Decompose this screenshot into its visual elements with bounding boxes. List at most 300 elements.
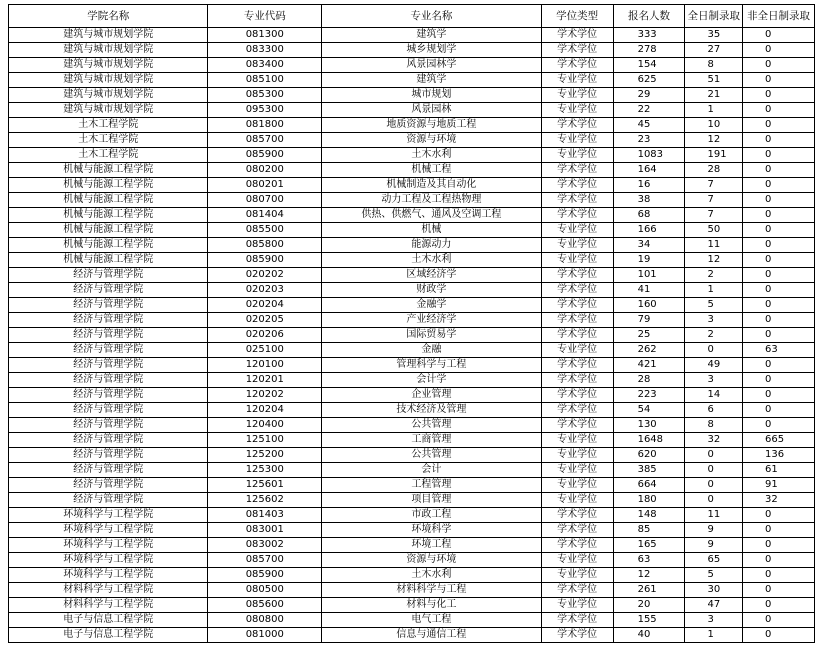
cell-parttime-admitted: 0 [742, 178, 814, 193]
cell-degree-type: 学术学位 [541, 118, 613, 133]
cell-fulltime-admitted: 0 [685, 478, 743, 493]
cell-degree-type: 学术学位 [541, 283, 613, 298]
cell-major-code: 080800 [208, 613, 322, 628]
cell-applicants: 130 [613, 418, 685, 433]
cell-major-code: 020202 [208, 268, 322, 283]
cell-college: 土木工程学院 [9, 118, 208, 133]
cell-fulltime-admitted: 7 [685, 208, 743, 223]
cell-degree-type: 学术学位 [541, 583, 613, 598]
cell-fulltime-admitted: 47 [685, 598, 743, 613]
cell-degree-type: 学术学位 [541, 388, 613, 403]
cell-major-code: 095300 [208, 103, 322, 118]
cell-parttime-admitted: 61 [742, 463, 814, 478]
cell-applicants: 625 [613, 73, 685, 88]
cell-applicants: 421 [613, 358, 685, 373]
cell-parttime-admitted: 0 [742, 73, 814, 88]
cell-major-code: 085800 [208, 238, 322, 253]
cell-fulltime-admitted: 8 [685, 58, 743, 73]
cell-major-code: 085900 [208, 148, 322, 163]
cell-major-code: 081000 [208, 628, 322, 643]
cell-college: 经济与管理学院 [9, 298, 208, 313]
cell-degree-type: 专业学位 [541, 253, 613, 268]
cell-major-name: 会计学 [322, 373, 542, 388]
cell-major-name: 会计 [322, 463, 542, 478]
cell-fulltime-admitted: 35 [685, 28, 743, 43]
cell-college: 建筑与城市规划学院 [9, 88, 208, 103]
cell-applicants: 38 [613, 193, 685, 208]
cell-parttime-admitted: 0 [742, 253, 814, 268]
cell-major-name: 风景园林学 [322, 58, 542, 73]
cell-college: 经济与管理学院 [9, 358, 208, 373]
cell-college: 机械与能源工程学院 [9, 208, 208, 223]
cell-college: 经济与管理学院 [9, 328, 208, 343]
cell-major-code: 085100 [208, 73, 322, 88]
cell-applicants: 262 [613, 343, 685, 358]
cell-degree-type: 学术学位 [541, 208, 613, 223]
cell-fulltime-admitted: 49 [685, 358, 743, 373]
cell-degree-type: 专业学位 [541, 478, 613, 493]
cell-parttime-admitted: 0 [742, 388, 814, 403]
table-row [9, 553, 815, 568]
cell-major-name: 财政学 [322, 283, 542, 298]
cell-applicants: 165 [613, 538, 685, 553]
table-row [9, 193, 815, 208]
cell-applicants: 180 [613, 493, 685, 508]
cell-degree-type: 学术学位 [541, 613, 613, 628]
cell-parttime-admitted: 0 [742, 598, 814, 613]
admissions-table [8, 4, 815, 643]
cell-college: 电子与信息工程学院 [9, 628, 208, 643]
table-row [9, 418, 815, 433]
cell-fulltime-admitted: 12 [685, 253, 743, 268]
cell-degree-type: 学术学位 [541, 403, 613, 418]
cell-parttime-admitted: 0 [742, 118, 814, 133]
cell-degree-type: 专业学位 [541, 598, 613, 613]
cell-parttime-admitted: 0 [742, 223, 814, 238]
cell-fulltime-admitted: 5 [685, 298, 743, 313]
cell-applicants: 28 [613, 373, 685, 388]
cell-degree-type: 专业学位 [541, 448, 613, 463]
cell-major-name: 城乡规划学 [322, 43, 542, 58]
cell-major-code: 120100 [208, 358, 322, 373]
cell-fulltime-admitted: 3 [685, 373, 743, 388]
cell-college: 经济与管理学院 [9, 283, 208, 298]
cell-parttime-admitted: 665 [742, 433, 814, 448]
cell-fulltime-admitted: 1 [685, 103, 743, 118]
cell-major-name: 土木水利 [322, 148, 542, 163]
cell-major-code: 125100 [208, 433, 322, 448]
cell-applicants: 620 [613, 448, 685, 463]
cell-college: 环境科学与工程学院 [9, 523, 208, 538]
table-row [9, 358, 815, 373]
cell-fulltime-admitted: 14 [685, 388, 743, 403]
table-row [9, 403, 815, 418]
cell-college: 经济与管理学院 [9, 493, 208, 508]
cell-major-name: 市政工程 [322, 508, 542, 523]
table-row [9, 268, 815, 283]
cell-college: 建筑与城市规划学院 [9, 58, 208, 73]
cell-major-code: 120202 [208, 388, 322, 403]
cell-fulltime-admitted: 30 [685, 583, 743, 598]
cell-college: 土木工程学院 [9, 133, 208, 148]
cell-major-name: 资源与环境 [322, 133, 542, 148]
cell-major-code: 020203 [208, 283, 322, 298]
cell-major-name: 环境科学 [322, 523, 542, 538]
cell-college: 机械与能源工程学院 [9, 238, 208, 253]
cell-fulltime-admitted: 1 [685, 628, 743, 643]
cell-parttime-admitted: 0 [742, 523, 814, 538]
header-applicants: 报名人数 [613, 5, 685, 28]
cell-major-name: 公共管理 [322, 448, 542, 463]
cell-major-code: 085700 [208, 133, 322, 148]
cell-major-code: 020204 [208, 298, 322, 313]
cell-major-code: 085300 [208, 88, 322, 103]
cell-degree-type: 学术学位 [541, 628, 613, 643]
cell-major-name: 机械工程 [322, 163, 542, 178]
cell-fulltime-admitted: 7 [685, 178, 743, 193]
cell-major-code: 080201 [208, 178, 322, 193]
cell-applicants: 41 [613, 283, 685, 298]
table-row [9, 448, 815, 463]
cell-applicants: 54 [613, 403, 685, 418]
cell-major-name: 机械 [322, 223, 542, 238]
cell-degree-type: 学术学位 [541, 373, 613, 388]
cell-degree-type: 专业学位 [541, 148, 613, 163]
cell-fulltime-admitted: 191 [685, 148, 743, 163]
cell-parttime-admitted: 0 [742, 208, 814, 223]
header-parttime-admitted: 非全日制录取 [742, 5, 814, 28]
table-row [9, 28, 815, 43]
cell-major-code: 083300 [208, 43, 322, 58]
cell-applicants: 278 [613, 43, 685, 58]
cell-fulltime-admitted: 9 [685, 538, 743, 553]
cell-degree-type: 学术学位 [541, 313, 613, 328]
cell-major-name: 能源动力 [322, 238, 542, 253]
cell-major-name: 城市规划 [322, 88, 542, 103]
cell-major-name: 公共管理 [322, 418, 542, 433]
cell-major-code: 020205 [208, 313, 322, 328]
cell-parttime-admitted: 63 [742, 343, 814, 358]
table-row [9, 463, 815, 478]
cell-degree-type: 学术学位 [541, 358, 613, 373]
cell-applicants: 29 [613, 88, 685, 103]
cell-degree-type: 专业学位 [541, 223, 613, 238]
cell-fulltime-admitted: 3 [685, 613, 743, 628]
cell-major-name: 区域经济学 [322, 268, 542, 283]
cell-major-name: 信息与通信工程 [322, 628, 542, 643]
cell-fulltime-admitted: 65 [685, 553, 743, 568]
cell-applicants: 148 [613, 508, 685, 523]
table-row [9, 433, 815, 448]
cell-parttime-admitted: 0 [742, 283, 814, 298]
table-row [9, 568, 815, 583]
cell-major-code: 020206 [208, 328, 322, 343]
cell-applicants: 23 [613, 133, 685, 148]
cell-applicants: 45 [613, 118, 685, 133]
cell-applicants: 63 [613, 553, 685, 568]
cell-parttime-admitted: 0 [742, 193, 814, 208]
cell-parttime-admitted: 0 [742, 553, 814, 568]
cell-applicants: 40 [613, 628, 685, 643]
cell-college: 经济与管理学院 [9, 373, 208, 388]
cell-major-code: 085900 [208, 253, 322, 268]
header-major-name: 专业名称 [322, 5, 542, 28]
table-row [9, 388, 815, 403]
cell-parttime-admitted: 0 [742, 133, 814, 148]
cell-major-name: 土木水利 [322, 253, 542, 268]
cell-college: 经济与管理学院 [9, 388, 208, 403]
cell-major-name: 工商管理 [322, 433, 542, 448]
cell-parttime-admitted: 0 [742, 418, 814, 433]
cell-major-name: 工程管理 [322, 478, 542, 493]
cell-major-name: 动力工程及工程热物理 [322, 193, 542, 208]
cell-degree-type: 学术学位 [541, 418, 613, 433]
cell-applicants: 261 [613, 583, 685, 598]
cell-fulltime-admitted: 11 [685, 238, 743, 253]
cell-degree-type: 学术学位 [541, 538, 613, 553]
cell-parttime-admitted: 0 [742, 313, 814, 328]
table-row [9, 73, 815, 88]
cell-parttime-admitted: 0 [742, 328, 814, 343]
header-major-code: 专业代码 [208, 5, 322, 28]
cell-degree-type: 专业学位 [541, 343, 613, 358]
cell-college: 环境科学与工程学院 [9, 508, 208, 523]
cell-college: 电子与信息工程学院 [9, 613, 208, 628]
cell-applicants: 1648 [613, 433, 685, 448]
cell-applicants: 164 [613, 163, 685, 178]
table-row [9, 133, 815, 148]
cell-major-code: 081404 [208, 208, 322, 223]
cell-applicants: 85 [613, 523, 685, 538]
cell-major-code: 083400 [208, 58, 322, 73]
cell-fulltime-admitted: 28 [685, 163, 743, 178]
cell-major-code: 120400 [208, 418, 322, 433]
cell-degree-type: 专业学位 [541, 73, 613, 88]
cell-fulltime-admitted: 51 [685, 73, 743, 88]
table-row [9, 208, 815, 223]
cell-major-name: 技术经济及管理 [322, 403, 542, 418]
cell-college: 环境科学与工程学院 [9, 568, 208, 583]
cell-major-code: 085900 [208, 568, 322, 583]
cell-college: 环境科学与工程学院 [9, 553, 208, 568]
cell-major-name: 材料与化工 [322, 598, 542, 613]
cell-parttime-admitted: 0 [742, 163, 814, 178]
cell-parttime-admitted: 0 [742, 88, 814, 103]
table-row [9, 343, 815, 358]
cell-parttime-admitted: 0 [742, 268, 814, 283]
cell-fulltime-admitted: 1 [685, 283, 743, 298]
table-row [9, 583, 815, 598]
cell-applicants: 79 [613, 313, 685, 328]
header-college: 学院名称 [9, 5, 208, 28]
cell-parttime-admitted: 0 [742, 43, 814, 58]
cell-major-name: 企业管理 [322, 388, 542, 403]
cell-fulltime-admitted: 27 [685, 43, 743, 58]
cell-major-name: 建筑学 [322, 28, 542, 43]
cell-fulltime-admitted: 0 [685, 343, 743, 358]
table-row [9, 118, 815, 133]
cell-applicants: 385 [613, 463, 685, 478]
table-row [9, 373, 815, 388]
table-row [9, 103, 815, 118]
cell-college: 土木工程学院 [9, 148, 208, 163]
table-row [9, 148, 815, 163]
cell-major-name: 资源与环境 [322, 553, 542, 568]
cell-parttime-admitted: 0 [742, 403, 814, 418]
cell-fulltime-admitted: 0 [685, 463, 743, 478]
cell-major-code: 081300 [208, 28, 322, 43]
cell-major-name: 风景园林 [322, 103, 542, 118]
cell-major-name: 国际贸易学 [322, 328, 542, 343]
cell-major-name: 土木水利 [322, 568, 542, 583]
cell-degree-type: 学术学位 [541, 523, 613, 538]
cell-college: 建筑与城市规划学院 [9, 43, 208, 58]
cell-applicants: 16 [613, 178, 685, 193]
header-degree-type: 学位类型 [541, 5, 613, 28]
cell-major-name: 供热、供燃气、通风及空调工程 [322, 208, 542, 223]
cell-major-code: 125200 [208, 448, 322, 463]
table-row [9, 328, 815, 343]
cell-fulltime-admitted: 12 [685, 133, 743, 148]
table-row [9, 88, 815, 103]
cell-fulltime-admitted: 3 [685, 313, 743, 328]
cell-applicants: 160 [613, 298, 685, 313]
cell-parttime-admitted: 0 [742, 373, 814, 388]
table-row [9, 178, 815, 193]
cell-degree-type: 学术学位 [541, 328, 613, 343]
cell-degree-type: 学术学位 [541, 268, 613, 283]
cell-major-code: 083001 [208, 523, 322, 538]
cell-fulltime-admitted: 2 [685, 328, 743, 343]
cell-applicants: 166 [613, 223, 685, 238]
cell-fulltime-admitted: 5 [685, 568, 743, 583]
cell-major-code: 085600 [208, 598, 322, 613]
cell-college: 经济与管理学院 [9, 448, 208, 463]
cell-major-name: 管理科学与工程 [322, 358, 542, 373]
cell-major-code: 085500 [208, 223, 322, 238]
cell-fulltime-admitted: 50 [685, 223, 743, 238]
cell-degree-type: 专业学位 [541, 568, 613, 583]
cell-major-name: 产业经济学 [322, 313, 542, 328]
cell-degree-type: 专业学位 [541, 433, 613, 448]
cell-fulltime-admitted: 0 [685, 493, 743, 508]
table-row [9, 223, 815, 238]
cell-applicants: 25 [613, 328, 685, 343]
cell-major-code: 120201 [208, 373, 322, 388]
cell-major-code: 081403 [208, 508, 322, 523]
cell-degree-type: 专业学位 [541, 553, 613, 568]
cell-major-name: 机械制造及其自动化 [322, 178, 542, 193]
cell-college: 经济与管理学院 [9, 478, 208, 493]
cell-applicants: 101 [613, 268, 685, 283]
cell-college: 环境科学与工程学院 [9, 538, 208, 553]
table-row [9, 613, 815, 628]
cell-major-code: 125601 [208, 478, 322, 493]
cell-fulltime-admitted: 9 [685, 523, 743, 538]
cell-parttime-admitted: 32 [742, 493, 814, 508]
cell-degree-type: 专业学位 [541, 133, 613, 148]
cell-major-code: 025100 [208, 343, 322, 358]
cell-degree-type: 学术学位 [541, 58, 613, 73]
table-row [9, 163, 815, 178]
table-row [9, 493, 815, 508]
cell-degree-type: 学术学位 [541, 163, 613, 178]
cell-major-code: 080200 [208, 163, 322, 178]
cell-applicants: 12 [613, 568, 685, 583]
cell-fulltime-admitted: 11 [685, 508, 743, 523]
table-row [9, 478, 815, 493]
cell-college: 机械与能源工程学院 [9, 193, 208, 208]
cell-major-code: 125300 [208, 463, 322, 478]
header-row [9, 5, 815, 28]
table-row [9, 313, 815, 328]
cell-applicants: 664 [613, 478, 685, 493]
cell-college: 材料科学与工程学院 [9, 583, 208, 598]
cell-fulltime-admitted: 8 [685, 418, 743, 433]
cell-parttime-admitted: 0 [742, 298, 814, 313]
cell-parttime-admitted: 0 [742, 583, 814, 598]
cell-degree-type: 专业学位 [541, 463, 613, 478]
table-row [9, 58, 815, 73]
table-row [9, 538, 815, 553]
table-row [9, 43, 815, 58]
cell-parttime-admitted: 91 [742, 478, 814, 493]
cell-applicants: 1083 [613, 148, 685, 163]
cell-major-code: 081800 [208, 118, 322, 133]
cell-parttime-admitted: 0 [742, 613, 814, 628]
cell-major-code: 083002 [208, 538, 322, 553]
cell-parttime-admitted: 0 [742, 148, 814, 163]
cell-parttime-admitted: 0 [742, 28, 814, 43]
cell-major-name: 材料科学与工程 [322, 583, 542, 598]
cell-college: 机械与能源工程学院 [9, 223, 208, 238]
cell-major-code: 125602 [208, 493, 322, 508]
cell-fulltime-admitted: 32 [685, 433, 743, 448]
cell-fulltime-admitted: 0 [685, 448, 743, 463]
cell-major-name: 电气工程 [322, 613, 542, 628]
cell-major-code: 080700 [208, 193, 322, 208]
cell-major-name: 环境工程 [322, 538, 542, 553]
cell-applicants: 154 [613, 58, 685, 73]
cell-degree-type: 专业学位 [541, 103, 613, 118]
cell-degree-type: 专业学位 [541, 493, 613, 508]
cell-degree-type: 学术学位 [541, 28, 613, 43]
cell-fulltime-admitted: 7 [685, 193, 743, 208]
cell-college: 经济与管理学院 [9, 313, 208, 328]
cell-parttime-admitted: 0 [742, 358, 814, 373]
table-row [9, 523, 815, 538]
cell-parttime-admitted: 0 [742, 58, 814, 73]
cell-college: 经济与管理学院 [9, 418, 208, 433]
cell-college: 机械与能源工程学院 [9, 163, 208, 178]
cell-applicants: 34 [613, 238, 685, 253]
cell-college: 材料科学与工程学院 [9, 598, 208, 613]
cell-degree-type: 学术学位 [541, 298, 613, 313]
cell-applicants: 333 [613, 28, 685, 43]
cell-college: 经济与管理学院 [9, 343, 208, 358]
cell-parttime-admitted: 0 [742, 508, 814, 523]
cell-college: 建筑与城市规划学院 [9, 28, 208, 43]
cell-applicants: 68 [613, 208, 685, 223]
cell-applicants: 20 [613, 598, 685, 613]
table-row [9, 283, 815, 298]
table-row [9, 253, 815, 268]
cell-fulltime-admitted: 10 [685, 118, 743, 133]
cell-major-name: 建筑学 [322, 73, 542, 88]
cell-applicants: 22 [613, 103, 685, 118]
cell-college: 建筑与城市规划学院 [9, 73, 208, 88]
cell-applicants: 19 [613, 253, 685, 268]
